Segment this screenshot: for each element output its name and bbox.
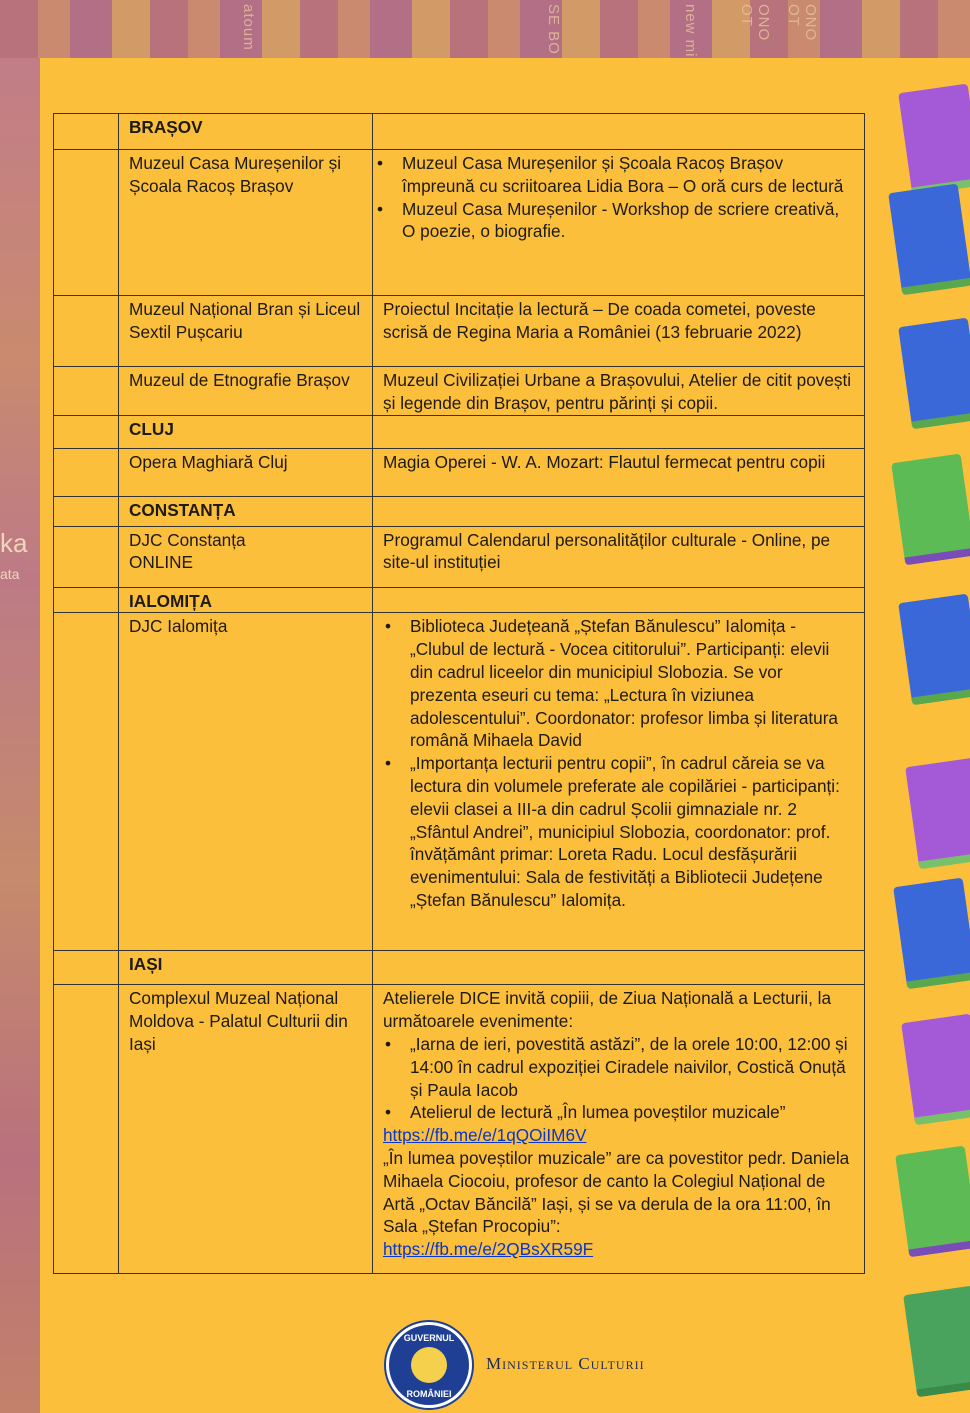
table-cell	[54, 296, 119, 367]
event-description	[373, 613, 865, 951]
institution-name: Opera Maghiară Cluj	[119, 448, 373, 496]
list-item: • „Iarna de ieri, povestită astăzi”, de la orele 10:00, 12:00 și 14:00 în cadrul expoziției Ciradele naivilor, Costică Onuță și Paula Iacob	[383, 1033, 854, 1101]
region-row	[54, 587, 865, 613]
event-link[interactable]: https://fb.me/e/2QBsXR59F	[383, 1239, 594, 1260]
table-cell	[54, 150, 119, 296]
table-row	[54, 526, 865, 587]
institution-name	[119, 526, 373, 587]
institution-name: Muzeul Național Bran și Liceul Sextil Pușcariu	[119, 296, 373, 367]
table-cell	[373, 496, 865, 526]
institution-name: Muzeul Casa Mureșenilor și Școala Racoș Brașov	[119, 150, 373, 296]
region-heading: IAȘI	[119, 951, 373, 985]
institution-name: Muzeul de Etnografie Brașov	[119, 367, 373, 416]
decorative-bookshelf-left	[0, 58, 40, 1413]
table-cell	[54, 951, 119, 985]
table-cell	[54, 415, 119, 448]
ministry-name: Ministerul Culturii	[486, 1354, 645, 1373]
region-heading: BRAȘOV	[119, 114, 373, 150]
list-item: • „Importanța lecturii pentru copii”, în cadrul căreia se va lectura din volumele preferate ale copilăriei - participanți: elevii clasei a III-a din cadrul Școlii gimnaziale nr. 2 „Sfântul Andrei”, municipiul Slobozia, coordonator: prof. învățământ primar: Loreta Radu. Locul desfășurării evenimentului: Sala de festivități a Bibliotecii Județene „Ștefan Bănulescu” Ialomița.	[383, 752, 854, 912]
government-seal-logo	[386, 1322, 472, 1408]
table-row	[54, 296, 865, 367]
book-spine-text: ONO OT	[738, 4, 772, 42]
event-description: Magia Operei - W. A. Mozart: Flautul fermecat pentru copii	[373, 448, 865, 496]
decorative-book-icon	[888, 184, 970, 296]
event-description: Programul Calendarul personalităților culturale - Online, pe site-ul instituției	[373, 526, 865, 587]
region-heading: CLUJ	[119, 415, 373, 448]
event-link[interactable]: https://fb.me/e/1qQOiIM6V	[383, 1125, 587, 1146]
book-spine-text: atoum	[240, 4, 257, 51]
event-description	[373, 150, 865, 296]
region-row	[54, 415, 865, 448]
decorative-bookshelf-top	[0, 0, 970, 58]
events-table	[53, 113, 865, 1274]
institution-line: ONLINE	[129, 552, 193, 573]
seal-text-bottom: ROMÂNIEI	[406, 1389, 452, 1399]
book-spine-text: new mi	[682, 4, 699, 58]
event-description: Muzeul Civilizației Urbane a Brașovului, Atelier de citit povești și legende din Brașov, pentru părinți și copii.	[373, 367, 865, 416]
table-row	[54, 448, 865, 496]
event-description: Proiectul Incitație la lectură – De coada cometei, poveste scrisă de Regina Maria a României (13 februarie 2022)	[373, 296, 865, 367]
table-cell	[54, 985, 119, 1274]
table-cell	[54, 526, 119, 587]
institution-name: Complexul Muzeal Național Moldova - Palatul Culturii din Iași	[119, 985, 373, 1274]
book-spine-text: ata	[0, 566, 20, 582]
event-description	[373, 985, 865, 1274]
table-cell	[54, 114, 119, 150]
event-details: „În lumea poveștilor muzicale” are ca povestitor pedr. Daniela Mihaela Ciocoiu, profesor de canto la Colegiul Național de Artă „Octav Băncilă” Iași, și se va derula de la ora 11:00, în Sala „Ștefan Procopiu”:	[383, 1147, 850, 1237]
region-row	[54, 951, 865, 985]
list-item: • Muzeul Casa Mureșenilor - Workshop de scriere creativă, O poezie, o biografie.	[375, 198, 854, 244]
table-cell	[373, 587, 865, 613]
decorative-book-icon	[893, 878, 970, 990]
region-row	[54, 496, 865, 526]
seal-text-top: GUVERNUL	[403, 1333, 455, 1343]
decorative-book-icon	[891, 454, 970, 566]
institution-name: DJC Ialomița	[119, 613, 373, 951]
table-cell	[373, 114, 865, 150]
table-row	[54, 985, 865, 1274]
table-row	[54, 150, 865, 296]
table-row	[54, 367, 865, 416]
table-row	[54, 613, 865, 951]
table-cell	[54, 587, 119, 613]
table-cell	[54, 448, 119, 496]
book-spine-text: SE BO	[545, 4, 562, 55]
table-cell	[373, 951, 865, 985]
region-heading: IALOMIȚA	[119, 587, 373, 613]
institution-line: DJC Constanța	[129, 529, 246, 550]
book-spine-text: ka	[0, 528, 28, 558]
region-heading: CONSTANȚA	[119, 496, 373, 526]
coat-of-arms-icon	[411, 1347, 447, 1383]
table-cell	[373, 415, 865, 448]
event-intro: Atelierele DICE invită copiii, de Ziua Națională a Lecturii, la următoarele evenimente:	[383, 988, 832, 1032]
decorative-book-icon	[895, 1146, 970, 1258]
list-item: • Biblioteca Județeană „Ștefan Bănulescu” Ialomița - „Clubul de lectură - Vocea cititorului”. Participanți: elevii din cadrul liceelor din municipiul Slobozia. Se vor prezenta eseuri cu tema: „Lectura în viziunea adolescentului”. Coordonator: profesor limba și literatura română Mihaela David	[383, 615, 854, 752]
list-item: • Muzeul Casa Mureșenilor și Școala Racoș Brașov împreună cu scriitoarea Lidia Bora – O oră curs de lectură	[375, 152, 854, 198]
table-cell	[54, 496, 119, 526]
book-spine-text: ONO OT	[785, 4, 819, 42]
table-cell	[54, 367, 119, 416]
table-cell	[54, 613, 119, 951]
region-row	[54, 114, 865, 150]
list-item: • Atelierul de lectură „În lumea poveștilor muzicale”	[383, 1101, 854, 1124]
